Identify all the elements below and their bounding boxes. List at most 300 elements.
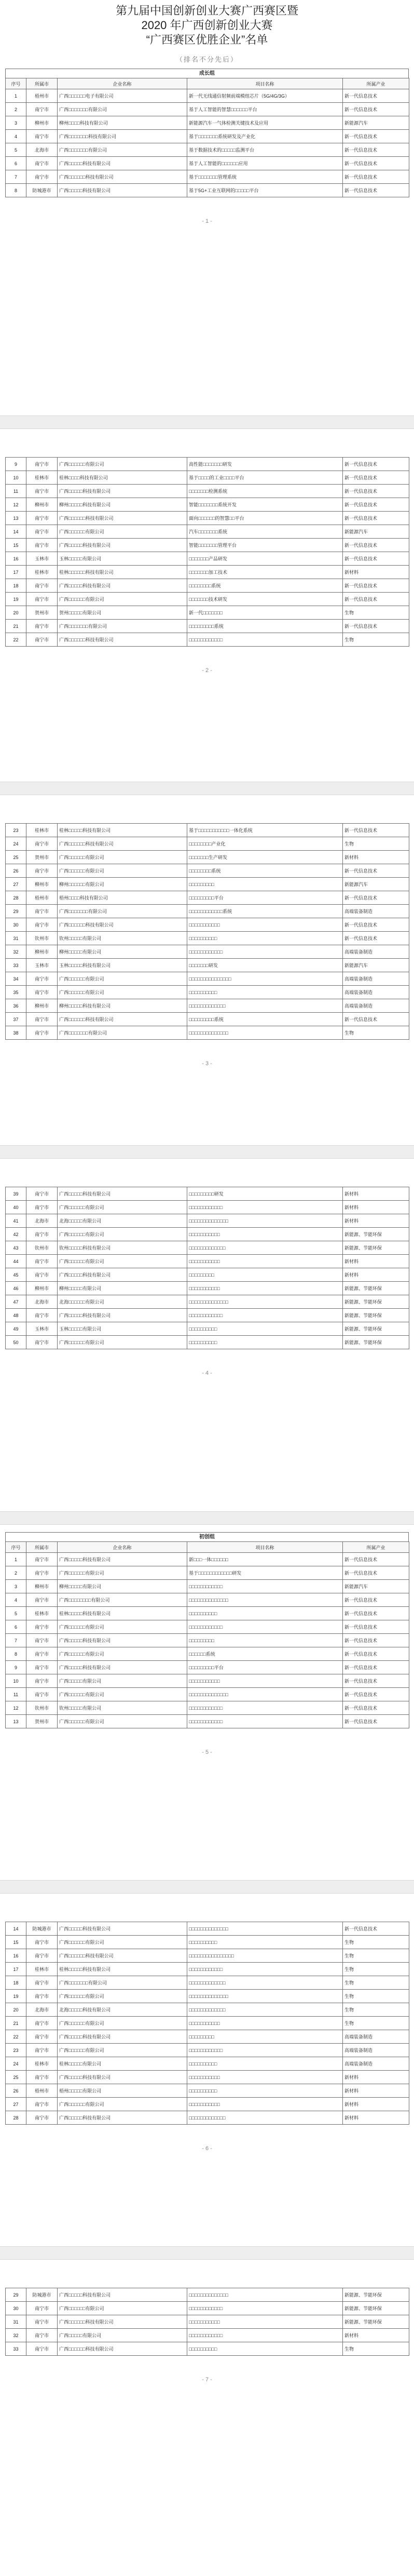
row-industry: 新能源汽车 — [343, 525, 409, 539]
table-row — [6, 837, 409, 851]
row-project: 新能源汽车一气体检测关键技术及应用 — [187, 116, 343, 130]
table-row — [6, 1593, 409, 1607]
row-industry: 新能源、节能环保 — [343, 1241, 409, 1255]
row-industry: 生物 — [343, 2017, 409, 2030]
row-city: 柳州市 — [26, 116, 58, 130]
row-project: □□□□□□系统 — [187, 1647, 343, 1661]
table-row — [6, 1013, 409, 1026]
row-city: 南宁市 — [26, 1593, 58, 1607]
row-company: 广西□□□□□□有限公司 — [58, 2017, 187, 2030]
page-number: - 2 - — [202, 667, 212, 674]
row-city: 梧州市 — [26, 89, 58, 103]
row-city: 南宁市 — [26, 1336, 58, 1349]
row-city: 桂林市 — [26, 2057, 58, 2071]
row-number: 49 — [6, 1322, 26, 1336]
row-city: 南宁市 — [26, 1013, 58, 1026]
row-industry: 新能源、节能环保 — [343, 1309, 409, 1322]
row-project: □□□□□□□□□平台 — [187, 891, 343, 905]
row-number: 3 — [6, 116, 26, 130]
row-number: 18 — [6, 579, 26, 593]
table-row — [6, 103, 409, 116]
row-project: □□□□□□□□□□□□□□ — [187, 1026, 343, 1040]
row-project: □□□□□□□□□□□ — [187, 2071, 343, 2084]
row-company: 玉林□□□□□有限公司 — [58, 552, 187, 566]
row-project: □□□□□□□□□□□□□ — [187, 1241, 343, 1255]
row-number: 16 — [6, 1949, 26, 1963]
table-row — [6, 1701, 409, 1715]
row-company: 广西□□□□□□□科技有限公司 — [58, 130, 187, 143]
table-row — [6, 1268, 409, 1282]
row-city: 南宁市 — [26, 2017, 58, 2030]
row-industry: 新一代信息技术 — [343, 1566, 409, 1580]
row-project: □□□□□□□□□□□□ — [187, 1620, 343, 1634]
table-row — [6, 471, 409, 485]
row-city: 南宁市 — [26, 539, 58, 552]
row-project: □□□□□□□加工技术 — [187, 566, 343, 579]
row-city: 柳州市 — [26, 498, 58, 512]
row-industry: 新一代信息技术 — [343, 1634, 409, 1647]
table-row — [6, 945, 409, 959]
row-industry: 新一代信息技术 — [343, 1593, 409, 1607]
row-city: 北海市 — [26, 1295, 58, 1309]
row-company: 广西□□□□□科技有限公司 — [58, 2071, 187, 2084]
row-city: 玉林市 — [26, 552, 58, 566]
row-industry: 新能源、节能环保 — [343, 1228, 409, 1241]
row-company: 广西□□□□□□□有限公司 — [58, 1026, 187, 1040]
row-industry: 生物 — [343, 1976, 409, 1990]
row-project: 基于人工智能的□□□□□□应用 — [187, 157, 343, 170]
row-city: 南宁市 — [26, 986, 58, 999]
row-project: □□□□□□□□□□□□ — [187, 1580, 343, 1593]
table-row — [6, 593, 409, 606]
table-row — [6, 986, 409, 999]
row-project: □□□□□□□□□□ — [187, 986, 343, 999]
row-project: 汽车□□□□□□□系统 — [187, 525, 343, 539]
row-city: 北海市 — [26, 2003, 58, 2017]
row-company: 桂林□□□□□科技有限公司 — [58, 824, 187, 837]
row-city: 南宁市 — [26, 1661, 58, 1674]
row-number: 23 — [6, 2044, 26, 2057]
row-number: 1 — [6, 89, 26, 103]
row-number: 13 — [6, 512, 26, 525]
row-city: 北海市 — [26, 143, 58, 157]
row-industry: 新材料 — [343, 1201, 409, 1214]
row-number: 33 — [6, 2342, 26, 2356]
winners-table — [5, 457, 409, 647]
table-row — [6, 1922, 409, 1936]
row-industry: 生物 — [343, 1990, 409, 2003]
row-company: 广西□□□□□□科技有限公司 — [58, 1013, 187, 1026]
row-company: 广西□□□□□□有限公司 — [58, 1688, 187, 1701]
row-city: 南宁市 — [26, 1688, 58, 1701]
row-number: 24 — [6, 837, 26, 851]
row-company: 广西□□□□□□有限公司 — [58, 1715, 187, 1728]
row-number: 18 — [6, 1976, 26, 1990]
row-project: □□□□□□□□□□□□ — [187, 1963, 343, 1976]
row-company: 广西□□□□□□有限公司 — [58, 1228, 187, 1241]
row-city: 柳州市 — [26, 945, 58, 959]
title-line-2: 2020 年广西创新创业大赛 — [141, 19, 273, 32]
row-company: 桂林□□□□科技有限公司 — [58, 471, 187, 485]
row-industry: 新能源汽车 — [343, 1580, 409, 1593]
winners-table — [5, 1187, 409, 1349]
table-row — [6, 184, 409, 197]
table-row — [6, 864, 409, 878]
winners-table — [5, 1922, 409, 2125]
row-project: □□□□□□□□□ — [187, 1268, 343, 1282]
table-row — [6, 2044, 409, 2057]
row-industry: 新一代信息技术 — [343, 1620, 409, 1634]
row-company: 柳州□□□□科技有限公司 — [58, 116, 187, 130]
row-industry: 新能源汽车 — [343, 878, 409, 891]
table-row — [6, 458, 409, 471]
winners-table — [5, 2288, 409, 2356]
row-company: 广西□□□□□科技有限公司 — [58, 2111, 187, 2125]
winners-table — [5, 78, 409, 197]
row-number: 19 — [6, 593, 26, 606]
table-row — [6, 1295, 409, 1309]
row-project: 新一代无线通信射频前端模组芯片（5G/4G/3G） — [187, 89, 343, 103]
row-industry: 新能源、节能环保 — [343, 2288, 409, 2302]
page-separator — [0, 2246, 414, 2260]
row-number: 28 — [6, 891, 26, 905]
table-row — [6, 606, 409, 620]
row-company: 广西□□□□□□科技有限公司 — [58, 918, 187, 932]
row-city: 南宁市 — [26, 2315, 58, 2329]
row-industry: 新一代信息技术 — [343, 1013, 409, 1026]
row-city: 南宁市 — [26, 103, 58, 116]
row-company: 广西□□□□□科技有限公司 — [58, 579, 187, 593]
table-row — [6, 1309, 409, 1322]
table-row — [6, 512, 409, 525]
row-company: 广西□□□□□□科技有限公司 — [58, 837, 187, 851]
row-number: 2 — [6, 1566, 26, 1580]
row-number: 26 — [6, 2084, 26, 2098]
table-row — [6, 116, 409, 130]
row-city: 钦州市 — [26, 932, 58, 945]
row-number: 38 — [6, 1026, 26, 1040]
table-row — [6, 2302, 409, 2315]
table-row — [6, 1214, 409, 1228]
page-number: - 7 - — [202, 2377, 212, 2383]
row-number: 21 — [6, 620, 26, 633]
table-row — [6, 1187, 409, 1201]
row-city: 桂林市 — [26, 824, 58, 837]
row-industry: 生物 — [343, 1949, 409, 1963]
row-number: 6 — [6, 157, 26, 170]
row-industry: 新能源、节能环保 — [343, 1336, 409, 1349]
row-company: 广西□□□□□□有限公司 — [58, 1620, 187, 1634]
row-company: 柳州□□□□□□有限公司 — [58, 878, 187, 891]
row-city: 南宁市 — [26, 1976, 58, 1990]
table-row — [6, 2017, 409, 2030]
row-industry: 高端装备制造 — [343, 2057, 409, 2071]
row-number: 20 — [6, 2003, 26, 2017]
row-industry: 新一代信息技术 — [343, 157, 409, 170]
table-row — [6, 2111, 409, 2125]
table-row — [6, 1026, 409, 1040]
row-industry: 新材料 — [343, 2329, 409, 2342]
column-header: 所属市 — [26, 1542, 58, 1553]
row-city: 南宁市 — [26, 1949, 58, 1963]
row-industry: 新一代信息技术 — [343, 170, 409, 184]
row-project: □□□□□□□□□□□ — [187, 2098, 343, 2111]
row-city: 玉林市 — [26, 959, 58, 972]
page-separator — [0, 782, 414, 795]
row-project: □□□□□□□□□□ — [187, 1322, 343, 1336]
row-company: 广西□□□□□科技有限公司 — [58, 539, 187, 552]
column-header: 企业名称 — [58, 1542, 187, 1553]
row-industry: 新一代信息技术 — [343, 552, 409, 566]
row-city: 南宁市 — [26, 485, 58, 498]
row-industry: 新材料 — [343, 1268, 409, 1282]
row-number: 5 — [6, 1607, 26, 1620]
table-header-row — [6, 1542, 409, 1553]
row-number: 43 — [6, 1241, 26, 1255]
row-company: 广西□□□□□□科技有限公司 — [58, 512, 187, 525]
row-industry: 新一代信息技术 — [343, 593, 409, 606]
row-project: □□□□□□□□□□□□ — [187, 1309, 343, 1322]
column-header: 所属产业 — [343, 1542, 409, 1553]
row-industry: 高端装备制造 — [343, 2030, 409, 2044]
row-company: 广西□□□□□□□有限公司 — [58, 103, 187, 116]
table-row — [6, 1634, 409, 1647]
row-number: 27 — [6, 2098, 26, 2111]
row-city: 钦州市 — [26, 1701, 58, 1715]
row-number: 31 — [6, 2315, 26, 2329]
row-city: 南宁市 — [26, 905, 58, 918]
winners-table — [5, 823, 409, 1040]
row-city: 柳州市 — [26, 999, 58, 1013]
row-industry: 新能源、节能环保 — [343, 2315, 409, 2329]
row-company: 北海□□□□□有限公司 — [58, 1214, 187, 1228]
row-industry: 新一代信息技术 — [343, 471, 409, 485]
row-number: 50 — [6, 1336, 26, 1349]
row-company: 广西□□□□□□□有限公司 — [58, 905, 187, 918]
row-company: 广西□□□□□科技有限公司 — [58, 1634, 187, 1647]
row-company: 广西□□□□□科技有限公司 — [58, 1309, 187, 1322]
row-project: 基于□□□□□□□□□□□□研发 — [187, 1566, 343, 1580]
row-number: 7 — [6, 1634, 26, 1647]
table-row — [6, 1620, 409, 1634]
row-company: 广西□□□□□科技有限公司 — [58, 1187, 187, 1201]
row-industry: 新一代信息技术 — [343, 89, 409, 103]
page-separator — [0, 1145, 414, 1159]
row-project: □□□□□□□检测系统 — [187, 485, 343, 498]
table-row — [6, 932, 409, 945]
table-row — [6, 579, 409, 593]
row-company: 广西□□□□□□有限公司 — [58, 1255, 187, 1268]
row-city: 桂林市 — [26, 1963, 58, 1976]
table-row — [6, 1201, 409, 1214]
row-city: 南宁市 — [26, 1647, 58, 1661]
row-company: 广西□□□□□科技有限公司 — [58, 1661, 187, 1674]
row-number: 30 — [6, 2302, 26, 2315]
row-city: 南宁市 — [26, 2098, 58, 2111]
row-city: 南宁市 — [26, 1566, 58, 1580]
row-number: 14 — [6, 525, 26, 539]
row-project: 高性能□□□□□□□研发 — [187, 458, 343, 471]
row-industry: 新一代信息技术 — [343, 1688, 409, 1701]
row-city: 南宁市 — [26, 579, 58, 593]
row-number: 47 — [6, 1295, 26, 1309]
row-city: 南宁市 — [26, 2111, 58, 2125]
row-company: 广西□□□□□□有限公司 — [58, 986, 187, 999]
row-industry: 新材料 — [343, 2111, 409, 2125]
row-project: □□□□□□□□□□□□□ — [187, 2111, 343, 2125]
row-project: □□□□□□□□□□□ — [187, 1282, 343, 1295]
row-number: 11 — [6, 485, 26, 498]
row-city: 南宁市 — [26, 972, 58, 986]
table-row — [6, 824, 409, 837]
row-number: 32 — [6, 2329, 26, 2342]
row-industry: 新一代信息技术 — [343, 458, 409, 471]
row-project: □□□□□□□技术研发 — [187, 593, 343, 606]
row-industry: 高端装备制造 — [343, 945, 409, 959]
row-industry: 新一代信息技术 — [343, 103, 409, 116]
row-number: 12 — [6, 498, 26, 512]
row-city: 贺州市 — [26, 851, 58, 864]
row-project: □□□□□□□□□□□□□ — [187, 2003, 343, 2017]
page-separator — [0, 1511, 414, 1525]
row-number: 14 — [6, 1922, 26, 1936]
row-project: □□□□□□□□□□ — [187, 2057, 343, 2071]
row-project: □□□□□□□□□□□□□ — [187, 1976, 343, 1990]
row-company: 桂林□□□□□科技有限公司 — [58, 1607, 187, 1620]
row-company: 广西□□□□□□科技有限公司 — [58, 2342, 187, 2356]
row-company: 广西□□□□□有限公司 — [58, 2329, 187, 2342]
row-company: 广西□□□□□□科技有限公司 — [58, 170, 187, 184]
row-company: 广西□□□□□□□有限公司 — [58, 1976, 187, 1990]
row-city: 梧州市 — [26, 2084, 58, 2098]
row-project: □□□□□□□□□□ — [187, 1607, 343, 1620]
page-separator — [0, 415, 414, 429]
row-company: 广西□□□□□□科技有限公司 — [58, 1949, 187, 1963]
row-project: □□□□□□□□□ — [187, 2030, 343, 2044]
row-project: □□□□□□□□□□□□□□ — [187, 1593, 343, 1607]
table-row — [6, 1936, 409, 1949]
winners-table — [5, 1541, 409, 1728]
row-city: 南宁市 — [26, 130, 58, 143]
row-city: 南宁市 — [26, 1228, 58, 1241]
row-city: 南宁市 — [26, 837, 58, 851]
row-city: 桂林市 — [26, 471, 58, 485]
row-project: □□□□□□□□□□□□ — [187, 633, 343, 647]
row-number: 3 — [6, 1580, 26, 1593]
page-number: - 1 - — [202, 218, 212, 224]
row-company: 广西□□□□□□有限公司 — [58, 2302, 187, 2315]
row-city: 南宁市 — [26, 1620, 58, 1634]
row-company: 柳州□□□□□有限公司 — [58, 1580, 187, 1593]
row-number: 20 — [6, 606, 26, 620]
row-company: 广西□□□□□科技有限公司 — [58, 157, 187, 170]
row-company: 广西□□□□□科技有限公司 — [58, 485, 187, 498]
row-company: 广西□□□□□□有限公司 — [58, 1936, 187, 1949]
row-city: 南宁市 — [26, 1634, 58, 1647]
row-number: 21 — [6, 2017, 26, 2030]
row-number: 46 — [6, 1282, 26, 1295]
row-project: □□□□□□□□□□□□□□□□ — [187, 1949, 343, 1963]
row-city: 南宁市 — [26, 1187, 58, 1201]
row-industry: 新一代信息技术 — [343, 485, 409, 498]
title-line-3: “广西赛区优胜企业”名单 — [146, 33, 268, 46]
row-company: 广西□□□□□□有限公司 — [58, 2044, 187, 2057]
subtitle: （排名不分先后） — [175, 56, 238, 63]
row-project: □□□□□□□□□□ — [187, 1936, 343, 1949]
row-city: 南宁市 — [26, 1255, 58, 1268]
row-number: 26 — [6, 864, 26, 878]
table-row — [6, 552, 409, 566]
row-industry: 生物 — [343, 2342, 409, 2356]
column-header: 序号 — [6, 1542, 26, 1553]
row-company: 广西□□□□□□电子有限公司 — [58, 89, 187, 103]
row-industry: 新一代信息技术 — [343, 864, 409, 878]
row-city: 南宁市 — [26, 1309, 58, 1322]
row-industry: 新能源、节能环保 — [343, 2302, 409, 2315]
row-company: 玉林□□□□□有限公司 — [58, 1322, 187, 1336]
page-number: - 5 - — [202, 1749, 212, 1755]
row-city: 南宁市 — [26, 458, 58, 471]
row-company: 广西□□□□□科技有限公司 — [58, 2288, 187, 2302]
row-project: □□□□□□□□产业化 — [187, 837, 343, 851]
row-project: □□□□□□□□□ — [187, 1634, 343, 1647]
row-industry: 生物 — [343, 837, 409, 851]
row-city: 南宁市 — [26, 2030, 58, 2044]
table-row — [6, 2057, 409, 2071]
row-industry: 新一代信息技术 — [343, 1701, 409, 1715]
row-number: 15 — [6, 1936, 26, 1949]
table-row — [6, 1661, 409, 1674]
row-industry: 新一代信息技术 — [343, 143, 409, 157]
row-company: 广西□□□□□□有限公司 — [58, 2098, 187, 2111]
table-row — [6, 1228, 409, 1241]
row-project: □□□□□□□□□□□ — [187, 1674, 343, 1688]
row-company: 北海□□□□□科技有限公司 — [58, 2003, 187, 2017]
table-row — [6, 2329, 409, 2342]
row-number: 32 — [6, 945, 26, 959]
row-number: 22 — [6, 2030, 26, 2044]
table-row — [6, 2288, 409, 2302]
column-header: 企业名称 — [58, 78, 187, 89]
table-row — [6, 918, 409, 932]
row-industry: 新一代信息技术 — [343, 891, 409, 905]
row-industry: 新一代信息技术 — [343, 1607, 409, 1620]
group-caption: 初创组 — [5, 1532, 409, 1541]
row-project: □□□□□□□□□□□□□□ — [187, 1990, 343, 2003]
table-row — [6, 1963, 409, 1976]
row-company: 广西□□□□□科技有限公司 — [58, 2030, 187, 2044]
table-row — [6, 1949, 409, 1963]
row-company: 广西□□□□□□科技有限公司 — [58, 633, 187, 647]
row-number: 31 — [6, 932, 26, 945]
table-row — [6, 2030, 409, 2044]
table-row — [6, 130, 409, 143]
row-city: 南宁市 — [26, 525, 58, 539]
row-number: 6 — [6, 1620, 26, 1634]
row-city: 南宁市 — [26, 2329, 58, 2342]
row-number: 10 — [6, 1674, 26, 1688]
row-number: 7 — [6, 170, 26, 184]
row-project: □□□□□□□□□□□ — [187, 2017, 343, 2030]
row-company: 广西□□□□□科技有限公司 — [58, 1553, 187, 1566]
row-company: 柳州□□□□□有限公司 — [58, 945, 187, 959]
row-industry: 生物 — [343, 606, 409, 620]
row-project: □□□□□□□□□ — [187, 878, 343, 891]
row-company: 广西□□□□□□有限公司 — [58, 851, 187, 864]
row-project: □□□□□□□□□□□□□□ — [187, 2288, 343, 2302]
row-city: 南宁市 — [26, 593, 58, 606]
table-row — [6, 2071, 409, 2084]
